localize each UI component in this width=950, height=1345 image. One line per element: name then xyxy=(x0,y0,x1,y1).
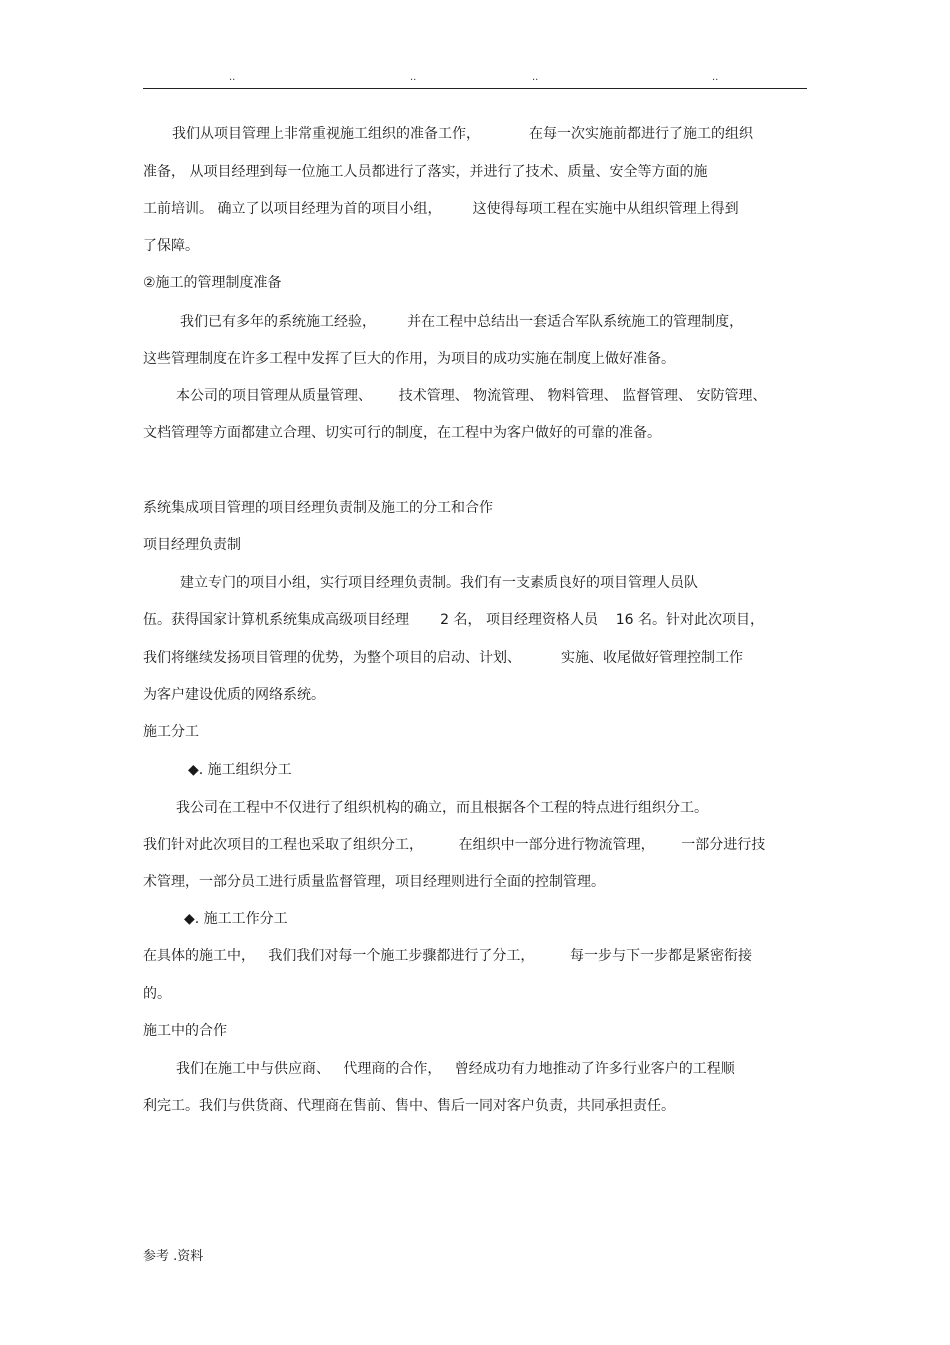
paragraph-line: 我们从项目管理上非常重视施工组织的准备工作， 在每一次实施前都进行了施工的组织 xyxy=(172,126,753,142)
paragraph-line: 我们已有多年的系统施工经验， 并在工程中总结出一套适合军队系统施工的管理制度， xyxy=(180,314,744,330)
section-heading: 施工中的合作 xyxy=(143,1023,227,1039)
paragraph-line: 术管理，一部分员工进行质量监督管理，项目经理则进行全面的控制管理。 xyxy=(143,874,605,890)
section-heading: 系统集成项目管理的项目经理负责制及施工的分工和合作 xyxy=(143,500,493,516)
paragraph-line: 为客户建设优质的网络系统。 xyxy=(143,687,325,703)
header-dot: .. xyxy=(410,72,417,83)
paragraph-line: 本公司的项目管理从质量管理、 技术管理、 物流管理、 物料管理、 监督管理、 安防管理、 xyxy=(176,388,767,404)
bullet-heading: ◆. 施工组织分工 xyxy=(188,762,292,778)
paragraph-line: 了保障。 xyxy=(143,238,199,254)
paragraph-line: 利完工。我们与供货商、代理商在售前、售中、售后一同对客户负责，共同承担责任。 xyxy=(143,1098,675,1114)
paragraph-line: 我们在施工中与供应商、 代理商的合作， 曾经成功有力地推动了许多行业客户的工程顺 xyxy=(176,1061,735,1077)
header-dot: .. xyxy=(532,72,539,83)
bullet-heading: ◆. 施工工作分工 xyxy=(184,911,288,927)
page-footer: 参考 .资料 xyxy=(143,1249,204,1264)
paragraph-line: 文档管理等方面都建立合理、切实可行的制度，在工程中为客户做好的可靠的准备。 xyxy=(143,425,661,441)
header-dots xyxy=(0,72,950,86)
section-heading: 施工分工 xyxy=(143,724,199,740)
paragraph-line: 伍。获得国家计算机系统集成高级项目经理 2 名， 项目经理资格人员 16 名。针对此次项目， xyxy=(143,612,765,628)
section-heading: ②施工的管理制度准备 xyxy=(143,275,282,291)
header-dot: .. xyxy=(229,72,236,83)
header-dot: .. xyxy=(712,72,719,83)
header-rule xyxy=(143,88,807,89)
paragraph-line: 工前培训。 确立了以项目经理为首的项目小组， 这使得每项工程在实施中从组织管理上得到 xyxy=(143,201,739,217)
paragraph-line: 准备， 从项目经理到每一位施工人员都进行了落实，并进行了技术、质量、安全等方面的施 xyxy=(143,164,708,180)
paragraph-line: 我们将继续发扬项目管理的优势，为整个项目的启动、计划、 实施、收尾做好管理控制工作 xyxy=(143,650,744,666)
paragraph-line: 在具体的施工中， 我们我们对每一个施工步骤都进行了分工， 每一步与下一步都是紧密衔接 xyxy=(143,948,752,964)
paragraph-line: 建立专门的项目小组，实行项目经理负责制。我们有一支素质良好的项目管理人员队 xyxy=(180,575,698,591)
paragraph-line: 的。 xyxy=(143,986,171,1002)
paragraph-line: 我们针对此次项目的工程也采取了组织分工， 在组织中一部分进行物流管理， 一部分进行技 xyxy=(143,837,766,853)
paragraph-line: 我公司在工程中不仅进行了组织机构的确立，而且根据各个工程的特点进行组织分工。 xyxy=(176,800,708,816)
section-heading: 项目经理负责制 xyxy=(143,537,241,553)
paragraph-line: 这些管理制度在许多工程中发挥了巨大的作用，为项目的成功实施在制度上做好准备。 xyxy=(143,351,675,367)
